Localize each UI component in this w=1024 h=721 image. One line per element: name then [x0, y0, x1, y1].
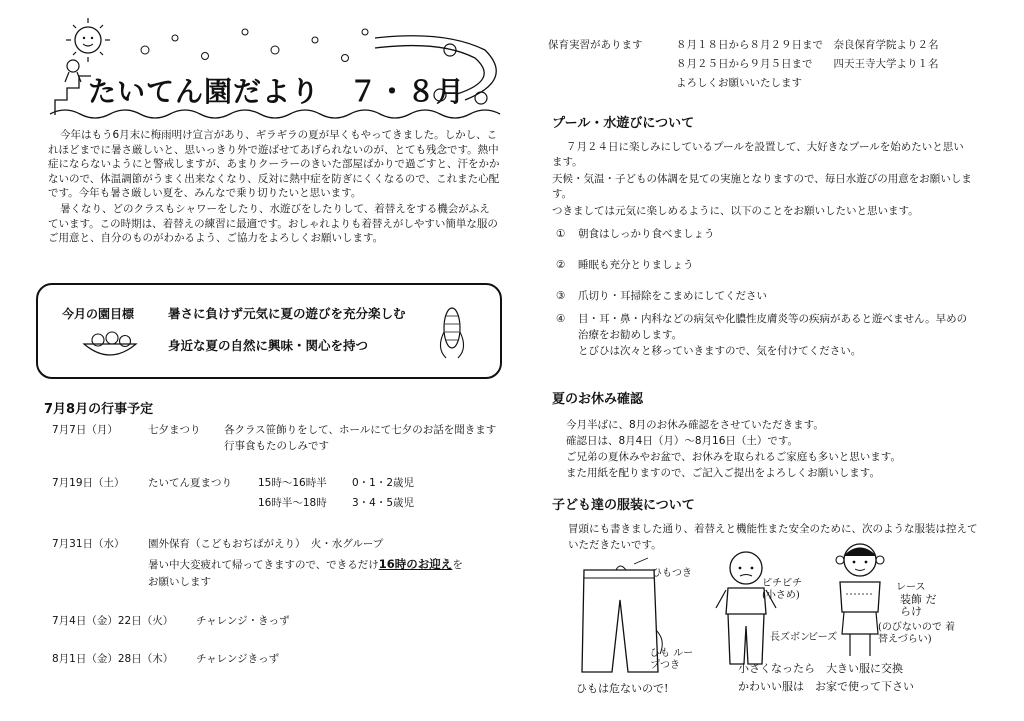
note-himo-danger: ひもは危ないので! — [576, 682, 669, 695]
note-himotsuki: ひもつき — [652, 568, 692, 579]
vacation-line: 確認日は、8月4日（月）〜8月16日（土）です。 — [566, 435, 799, 447]
pool-item: 治療をお勧めします。 — [578, 329, 683, 341]
event-date: 7月31日（水） — [52, 538, 125, 550]
intro-paragraph-2: 暑くなり、どのクラスもシャワーをしたり、水遊びをしたりして、着替えをする機会がふえています。この時期は、着替えの練習に最適です。おしゃれよりも着替えがしやすい簡単な服のご用意と、自分のものがわかるよう、ご協力をよろしくお願いします。 — [48, 203, 498, 245]
pool-item: 睡眠も充分とりましょう — [578, 259, 694, 271]
vacation-line: ご兄弟の夏休みやお盆で、お休みを取られるご家庭も多いと思います。 — [566, 451, 901, 463]
note-lace: レース — [896, 582, 926, 593]
item-number: ③ — [556, 290, 566, 302]
note-nagazubon: 長ズボン — [770, 632, 810, 643]
event-name: 園外保育（こどもおぢばがえり） 火・水グループ — [148, 538, 384, 550]
sun-icon — [75, 27, 101, 53]
clothes-line: 冒頭にも書きました通り、着替えと機能性また安全のために、次のような服装は控えて — [568, 523, 978, 535]
schedule-heading: 7月8月の行事予定 — [44, 402, 154, 417]
vacation-line: また用紙を配りますので、ご記入ご提出をよろしくお願いします。 — [566, 467, 880, 479]
item-number: ② — [556, 259, 566, 271]
practice-line: ８月１８日から８月２９日まで 奈良保育学院より２名 — [676, 39, 939, 51]
pool-heading: プール・水遊びについて — [552, 116, 695, 131]
event-name: チャレンジきっず — [196, 653, 280, 665]
newsletter-title: たいてん園だより ７・８月 — [88, 75, 466, 108]
pool-paragraph: 天候・気温・子どもの体調を見ての実施となりますので、毎日水遊びの用意をお願いします。 — [552, 173, 972, 200]
pool-item: とびひは次々と移っていきますので、気を付けてください。 — [578, 345, 862, 357]
note-himo-loop: ひも ループつき — [650, 648, 694, 671]
stairs — [55, 76, 91, 115]
corn-icon — [432, 302, 472, 362]
boy-illustration — [706, 548, 786, 668]
pool-paragraph: ７月２４日に楽しみにしているプールを設置して、大好きなプールを始めたいと思います。 — [552, 141, 964, 168]
practice-line: よろしくお願いいたします — [676, 77, 802, 89]
vegetable-basket-icon — [80, 330, 140, 364]
event-date: 7月4日（金）22日（火） — [52, 615, 174, 627]
pool-item: 爪切り・耳掃除をこまめにしてください — [578, 290, 767, 302]
event-time: 15時〜16時半 — [258, 477, 327, 489]
event-ages: 0・1・2歳児 — [352, 477, 415, 489]
event-description-part: を — [452, 559, 463, 571]
note-beads: ビーズ — [808, 632, 838, 643]
event-description — [148, 557, 463, 572]
event-time: 16時半〜18時 — [258, 497, 327, 509]
event-name: たいてん夏まつり — [148, 477, 232, 489]
note-pichipichi: ピチピチ (小さめ) — [762, 578, 802, 601]
note-nobiru: (のびないので 着替えづらい) — [878, 622, 956, 645]
item-number: ① — [556, 228, 566, 240]
event-ages: 3・4・5歳児 — [352, 497, 415, 509]
goal-line-1: 暑さに負けず元気に夏の遊びを充分楽しむ — [168, 306, 406, 321]
note-soushoku: 装飾 だらけ — [900, 593, 937, 618]
event-date: 7月19日（土） — [52, 477, 125, 489]
goals-label: 今月の園目標 — [62, 307, 135, 321]
vacation-line: 今月半ばに、8月のお休み確認をさせていただきます。 — [566, 419, 824, 431]
event-name: チャレンジ・きっず — [196, 615, 290, 627]
pool-item: 目・耳・鼻・内科などの病気や化膿性皮膚炎等の疾病があると遊べません。早めの — [578, 313, 968, 325]
clothes-line: いただきたいです。 — [568, 539, 662, 551]
note-footer-1: 小さくなったら 大きい服に交換 — [738, 662, 903, 675]
pool-paragraph: つきましては元気に楽しめるように、以下のことをお願いしたいと思います。 — [552, 205, 919, 217]
practice-label: 保育実習があります — [548, 39, 643, 51]
clothes-heading: 子ども達の服装について — [552, 498, 695, 513]
intro-paragraph-1: 今年はもう6月末に梅雨明け宣言があり、ギラギラの夏が早くもやってきました。しかし、これほどまでに暑さ厳しいと、思いっきり外で遊ばせてあげられないのが、とても残念です。熱中症にならないようにと警戒しますが、あまりクーラーのきいた部屋ばかりで過ごすと、汗をかかないので、体温調節がうまく出来なくなり、反対に熱中症を防ぎにくくなるので、これまた心配です。今年も暑さ厳しい夏を、みんなで乗り切りたいと思います。 — [48, 129, 500, 200]
practice-line: ８月２５日から９月５日まで 四天王寺大学より１名 — [676, 58, 939, 70]
event-date: 8月1日（金）28日（木） — [52, 653, 174, 665]
note-footer-2: かわいい服は お家で使って下さい — [738, 680, 914, 693]
pickup-time-emphasis: 16時のお迎え — [378, 557, 453, 571]
event-description-part: 暑い中大変疲れて帰ってきますので、できるだけ — [148, 559, 379, 571]
bubbles — [141, 29, 368, 62]
sun-rays — [66, 18, 110, 62]
waves — [50, 110, 500, 118]
vacation-heading: 夏のお休み確認 — [552, 392, 644, 407]
event-description: 各クラス笹飾りをして、ホールにて七夕のお話を聞きます — [224, 424, 497, 436]
event-description: 行事食もたのしみです — [224, 440, 329, 452]
event-date: 7月7日（月） — [52, 424, 118, 436]
goal-line-2: 身近な夏の自然に興味・関心を持つ — [168, 338, 369, 353]
pool-item: 朝食はしっかり食べましょう — [578, 228, 715, 240]
event-name: 七夕まつり — [148, 424, 201, 436]
item-number: ④ — [556, 313, 566, 325]
event-description: お願いします — [148, 576, 211, 588]
